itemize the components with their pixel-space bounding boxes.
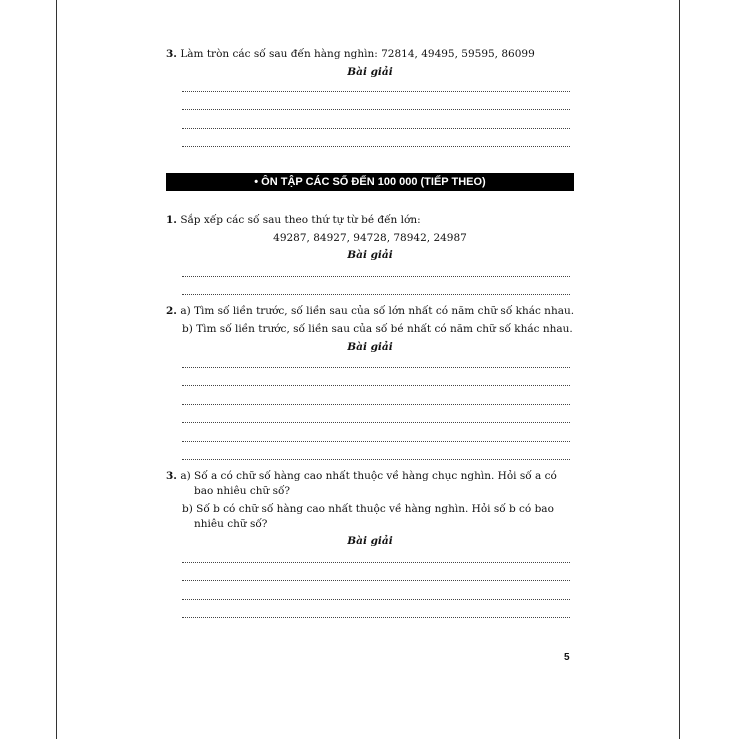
answer-line[interactable] [182, 128, 570, 129]
question-2 [166, 304, 574, 318]
page-number: 5 [564, 652, 570, 663]
answer-line[interactable] [182, 422, 570, 423]
question-1 [166, 213, 421, 227]
question-3 [166, 469, 557, 483]
question-2-part-a: a) Tìm số liền trước, số liền sau của số lớn nhất có năm chữ số khác nhau. [180, 305, 575, 317]
answer-line[interactable] [182, 404, 570, 405]
question-3-part-a-line1: a) Số a có chữ số hàng cao nhất thuộc về hàng chục nghìn. Hỏi số a có [180, 470, 557, 482]
question-3-number: 3. [166, 470, 177, 482]
question-1-numbers: 49287, 84927, 94728, 78942, 24987 [273, 232, 467, 244]
prev-answer-label: Bài giải [347, 66, 393, 78]
question-3-answer-label: Bài giải [347, 535, 393, 547]
answer-line[interactable] [182, 599, 570, 600]
section-banner: • ÔN TẬP CÁC SỐ ĐẾN 100 000 (TIẾP THEO) [166, 173, 574, 191]
answer-line[interactable] [182, 146, 570, 147]
question-2-answer-label: Bài giải [347, 341, 393, 353]
answer-line[interactable] [182, 459, 570, 460]
answer-line[interactable] [182, 276, 570, 277]
question-3-part-b-line1: b) Số b có chữ số hàng cao nhất thuộc về hàng nghìn. Hỏi số b có bao [182, 503, 554, 515]
answer-line[interactable] [182, 91, 570, 92]
question-1-number: 1. [166, 214, 177, 226]
question-3-part-b-line2: nhiêu chữ số? [194, 518, 268, 530]
question-2-number: 2. [166, 305, 177, 317]
answer-line[interactable] [182, 367, 570, 368]
prev-question-3-text: Làm tròn các số sau đến hàng nghìn: 72814, 49495, 59595, 86099 [180, 48, 535, 60]
question-3-part-a-line2: bao nhiêu chữ số? [194, 485, 291, 497]
prev-question-3 [166, 47, 535, 61]
question-2-part-b: b) Tìm số liền trước, số liền sau của số bé nhất có năm chữ số khác nhau. [182, 323, 573, 335]
question-1-text: Sắp xếp các số sau theo thứ tự từ bé đến lớn: [180, 214, 421, 226]
answer-line[interactable] [182, 441, 570, 442]
answer-line[interactable] [182, 109, 570, 110]
answer-line[interactable] [182, 385, 570, 386]
page-border [56, 0, 680, 739]
answer-line[interactable] [182, 562, 570, 563]
question-1-answer-label: Bài giải [347, 249, 393, 261]
answer-line[interactable] [182, 294, 570, 295]
prev-question-3-number: 3. [166, 48, 177, 60]
answer-line[interactable] [182, 617, 570, 618]
answer-line[interactable] [182, 580, 570, 581]
